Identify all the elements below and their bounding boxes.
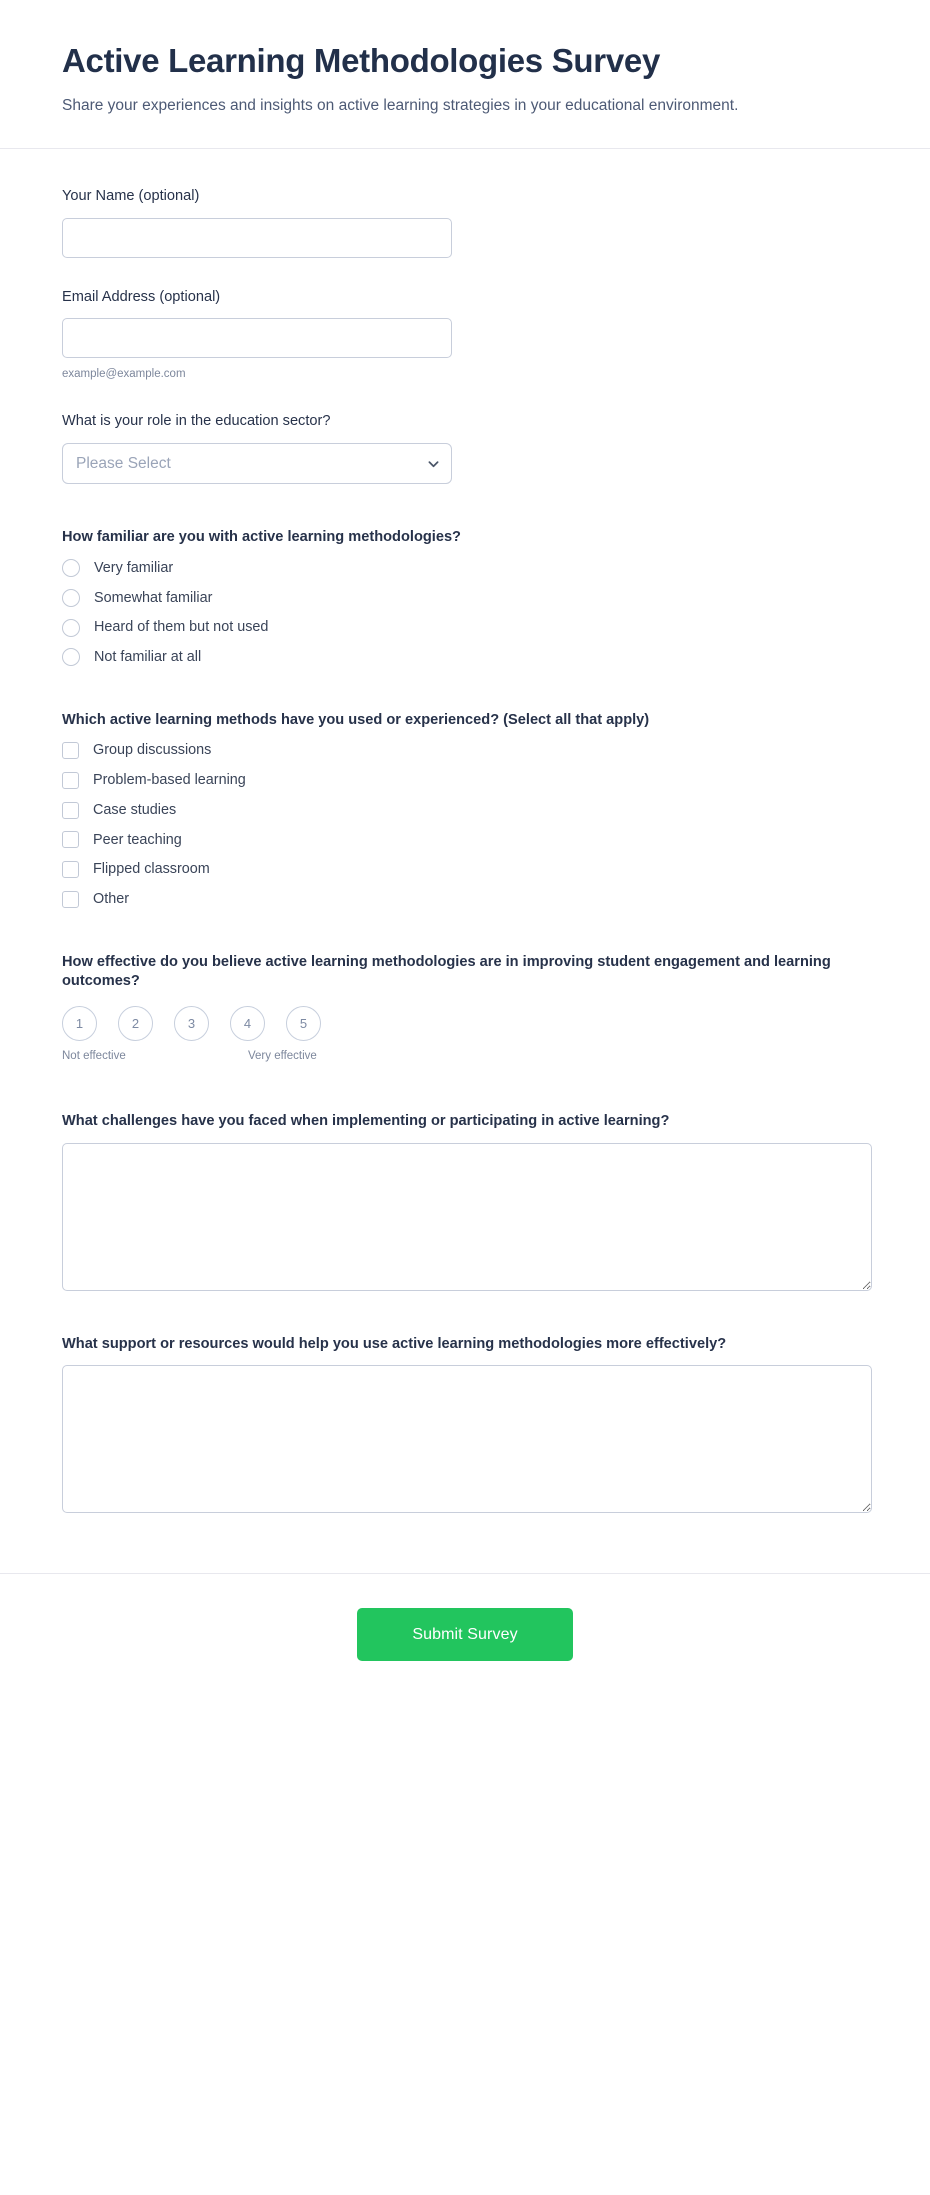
your-name-label: Your Name (optional) — [62, 187, 200, 204]
form-body — [0, 149, 930, 1573]
field-support — [62, 1335, 868, 1514]
field-role-select — [62, 412, 868, 484]
checkbox-option-peer-teaching[interactable] — [62, 831, 868, 850]
radio-option-label: Heard of them but not used — [94, 619, 269, 636]
rating-option-5[interactable]: 5 — [286, 1006, 321, 1041]
field-email-address — [62, 288, 868, 383]
submit-survey-button[interactable]: Submit Survey — [357, 1608, 573, 1661]
checkbox-option-case-studies[interactable] — [62, 801, 868, 820]
checkbox-option-problem-based-learning[interactable] — [62, 771, 868, 790]
checkbox-icon[interactable] — [62, 772, 79, 789]
checkbox-option-label: Group discussions — [93, 742, 212, 759]
rating-high-label: Very effective — [248, 1050, 317, 1063]
checkbox-option-label: Case studies — [93, 801, 177, 818]
role-select[interactable] — [62, 443, 452, 484]
support-textarea[interactable] — [62, 1365, 872, 1513]
checkbox-icon[interactable] — [62, 802, 79, 819]
rating-low-label: Not effective — [62, 1050, 126, 1063]
radio-option-label: Not familiar at all — [94, 648, 202, 665]
effectiveness-label: How effective do you believe active learning methodologies are in improving student engagement and learning outcomes? — [62, 953, 831, 990]
checkbox-option-other[interactable] — [62, 890, 868, 909]
role-label: What is your role in the education sector? — [62, 413, 331, 430]
radio-icon[interactable] — [62, 648, 80, 666]
checkbox-icon[interactable] — [62, 861, 79, 878]
form-footer — [0, 1573, 930, 1705]
form-header — [0, 0, 930, 149]
challenges-label: What challenges have you faced when implementing or participating in active learning? — [62, 1113, 670, 1130]
radio-icon[interactable] — [62, 589, 80, 607]
email-help-text: example@example.com — [62, 368, 186, 381]
checkbox-icon[interactable] — [62, 891, 79, 908]
email-address-label: Email Address (optional) — [62, 288, 221, 305]
role-select-value: Please Select — [76, 454, 171, 472]
your-name-input[interactable] — [62, 218, 452, 258]
radio-option-label: Somewhat familiar — [94, 589, 213, 606]
radio-option-not-familiar[interactable] — [62, 648, 868, 667]
methods-label: Which active learning methods have you used or experienced? (Select all that apply) — [62, 711, 650, 728]
familiarity-option-list — [62, 559, 868, 667]
checkbox-option-label: Other — [93, 890, 129, 907]
rating-option-4[interactable]: 4 — [230, 1006, 265, 1041]
challenges-textarea[interactable] — [62, 1143, 872, 1291]
rating-scale-legend — [62, 1050, 362, 1068]
methods-option-list — [62, 741, 868, 908]
field-methods — [62, 711, 868, 909]
radio-icon[interactable] — [62, 559, 80, 577]
checkbox-icon[interactable] — [62, 831, 79, 848]
checkbox-option-flipped-classroom[interactable] — [62, 860, 868, 879]
radio-option-heard-not-used[interactable] — [62, 618, 868, 637]
checkbox-option-group-discussions[interactable] — [62, 741, 868, 760]
radio-icon[interactable] — [62, 619, 80, 637]
rating-option-1[interactable]: 1 — [62, 1006, 97, 1041]
radio-option-label: Very familiar — [94, 559, 174, 576]
support-label: What support or resources would help you use active learning methodologies more effectively? — [62, 1335, 727, 1352]
page-subtitle: Share your experiences and insights on active learning strategies in your educational environment. — [62, 96, 739, 114]
checkbox-option-label: Flipped classroom — [93, 861, 210, 878]
checkbox-option-label: Peer teaching — [93, 831, 182, 848]
rating-option-3[interactable]: 3 — [174, 1006, 209, 1041]
field-effectiveness-rating — [62, 953, 868, 1068]
field-familiarity — [62, 528, 868, 667]
field-your-name — [62, 187, 868, 258]
role-select-wrapper — [62, 443, 452, 484]
radio-option-very-familiar[interactable] — [62, 559, 868, 578]
checkbox-icon[interactable] — [62, 742, 79, 759]
rating-scale — [62, 1006, 868, 1041]
radio-option-somewhat-familiar[interactable] — [62, 589, 868, 608]
page-title: Active Learning Methodologies Survey — [62, 42, 660, 79]
familiarity-label: How familiar are you with active learning methodologies? — [62, 529, 461, 546]
email-address-input[interactable] — [62, 318, 452, 358]
field-challenges — [62, 1112, 868, 1291]
rating-option-2[interactable]: 2 — [118, 1006, 153, 1041]
checkbox-option-label: Problem-based learning — [93, 772, 246, 789]
